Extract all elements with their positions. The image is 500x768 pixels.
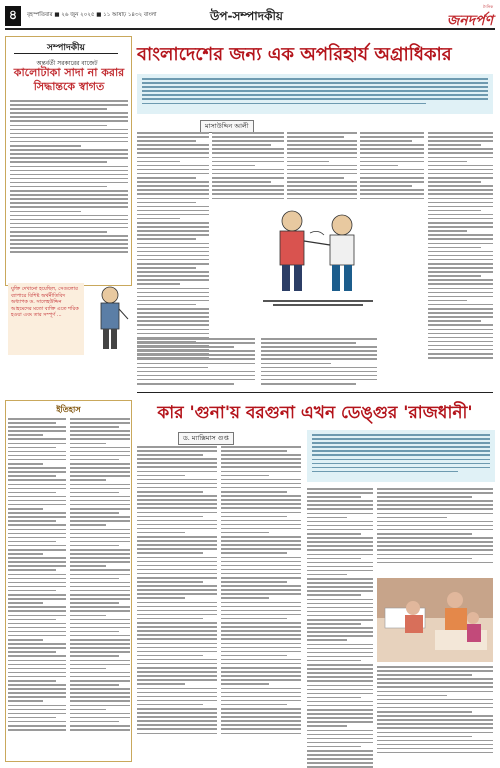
- section-title: উপ-সম্পাদকীয়: [210, 9, 283, 23]
- article2-column-4: [377, 488, 493, 566]
- article2-photo: [377, 578, 493, 662]
- article1-column-2: [212, 132, 284, 202]
- article2-column-3: [307, 488, 373, 768]
- article2-column-4-lower: [377, 666, 493, 756]
- header-date: বৃহস্পতিবার ■ ২৬ জুন ২০২৫ ■ ১১ আষাঢ় ১৪৩২ বাংলা: [27, 12, 157, 18]
- editorial-cartoon: [90, 283, 130, 353]
- article2-intro: [307, 430, 495, 482]
- article1-column-4: [360, 132, 424, 202]
- history-left-column: [8, 418, 66, 733]
- article1-headline: বাংলাদেশের জন্য এক অপরিহার্য অগ্রাধিকার: [137, 44, 452, 65]
- article1-intro: [137, 74, 493, 114]
- article1-cartoon: [262, 203, 374, 298]
- history-title: ইতিহাস: [56, 405, 81, 414]
- article1-column-5: [428, 132, 493, 361]
- article1-column-1: [137, 132, 209, 361]
- article2-column-1: [137, 446, 217, 737]
- article2-headline: কার 'গুনা'য় বরগুনা এখন ডেঙ্গুর 'রাজধানী': [157, 403, 473, 423]
- editorial-title: সম্পাদকীয়: [14, 40, 118, 54]
- history-right-column: [70, 418, 130, 733]
- editorial-subtitle: অন্তর্বর্তী সরকারের বাজেট: [36, 60, 98, 67]
- page-header: [5, 4, 495, 30]
- article1-cartoon-caption: [263, 300, 373, 306]
- logo-small-text: দৈনিক: [482, 4, 493, 9]
- newspaper-logo: [435, 4, 493, 28]
- article1-column-3: [287, 132, 357, 202]
- page-number: ৪: [5, 6, 21, 26]
- logo-text: জনদর্পণ: [446, 13, 493, 29]
- article2-byline: ড. ম্যাক্সিমাস গুপ্ত: [178, 432, 234, 445]
- editorial-headline: কালোটাকা সাদা না করার সিদ্ধান্তকে স্বাগত: [13, 66, 125, 93]
- article2-column-2: [221, 446, 301, 737]
- editorial-body: [10, 100, 128, 256]
- article-divider: [137, 392, 493, 393]
- article1-byline: মাসাউদ্দিন আলী: [200, 120, 254, 133]
- editorial-highlight-quote: যুক্তি দেখানো হয়েছিল, সেগুলোর ব্যাপারে বিশিষ্ট অর্থনীতিবিদ অধ্যাপক ড. সালেহউদ্দিন আহমেদের মতো ব্যক্তি এতে শরিক হওয়া এবং তার সম্পূর্ণ ...: [8, 283, 84, 355]
